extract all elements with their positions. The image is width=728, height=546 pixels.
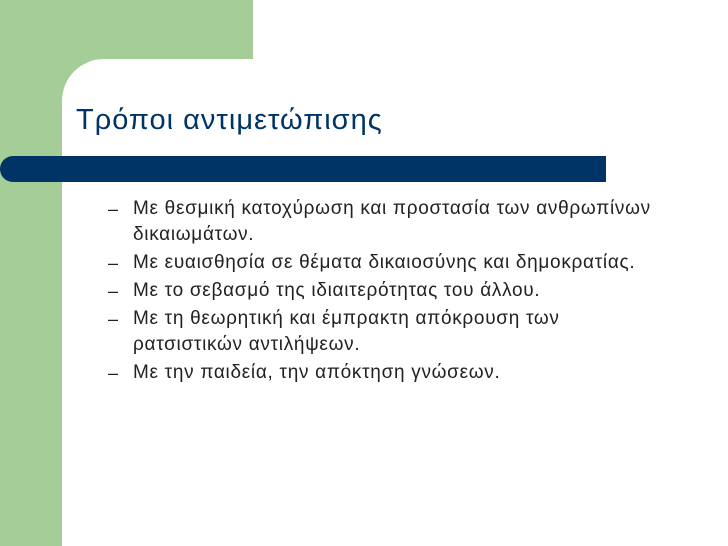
list-item: [108, 360, 668, 386]
list-item-text: Με ευαισθησία σε θέματα δικαιοσύνης και δημοκρατίας.: [133, 252, 636, 273]
title-underline-bar: [0, 156, 606, 182]
dash-bullet-icon: –: [108, 253, 119, 273]
slide-title: Τρόποι αντιμετώπισης: [76, 104, 383, 136]
dash-bullet-icon: –: [108, 281, 119, 301]
list-item-text: Με τη θεωρητική και έμπρακτη απόκρουση των ρατσιστικών αντιλήψεων.: [133, 308, 560, 355]
list-item: [108, 278, 668, 304]
list-item-text: Με το σεβασμό της ιδιαιτερότητας του άλλου.: [133, 280, 541, 301]
list-item: [108, 196, 668, 248]
list-item-text: Με την παιδεία, την απόκτηση γνώσεων.: [133, 362, 501, 383]
list-item: [108, 306, 668, 358]
content-bullet-list: [108, 196, 668, 388]
dash-bullet-icon: –: [108, 363, 119, 383]
list-item: [108, 250, 668, 276]
list-item-text: Με θεσμική κατοχύρωση και προστασία των ανθρωπίνων δικαιωμάτων.: [133, 198, 651, 245]
dash-bullet-icon: –: [108, 199, 119, 219]
dash-bullet-icon: –: [108, 309, 119, 329]
